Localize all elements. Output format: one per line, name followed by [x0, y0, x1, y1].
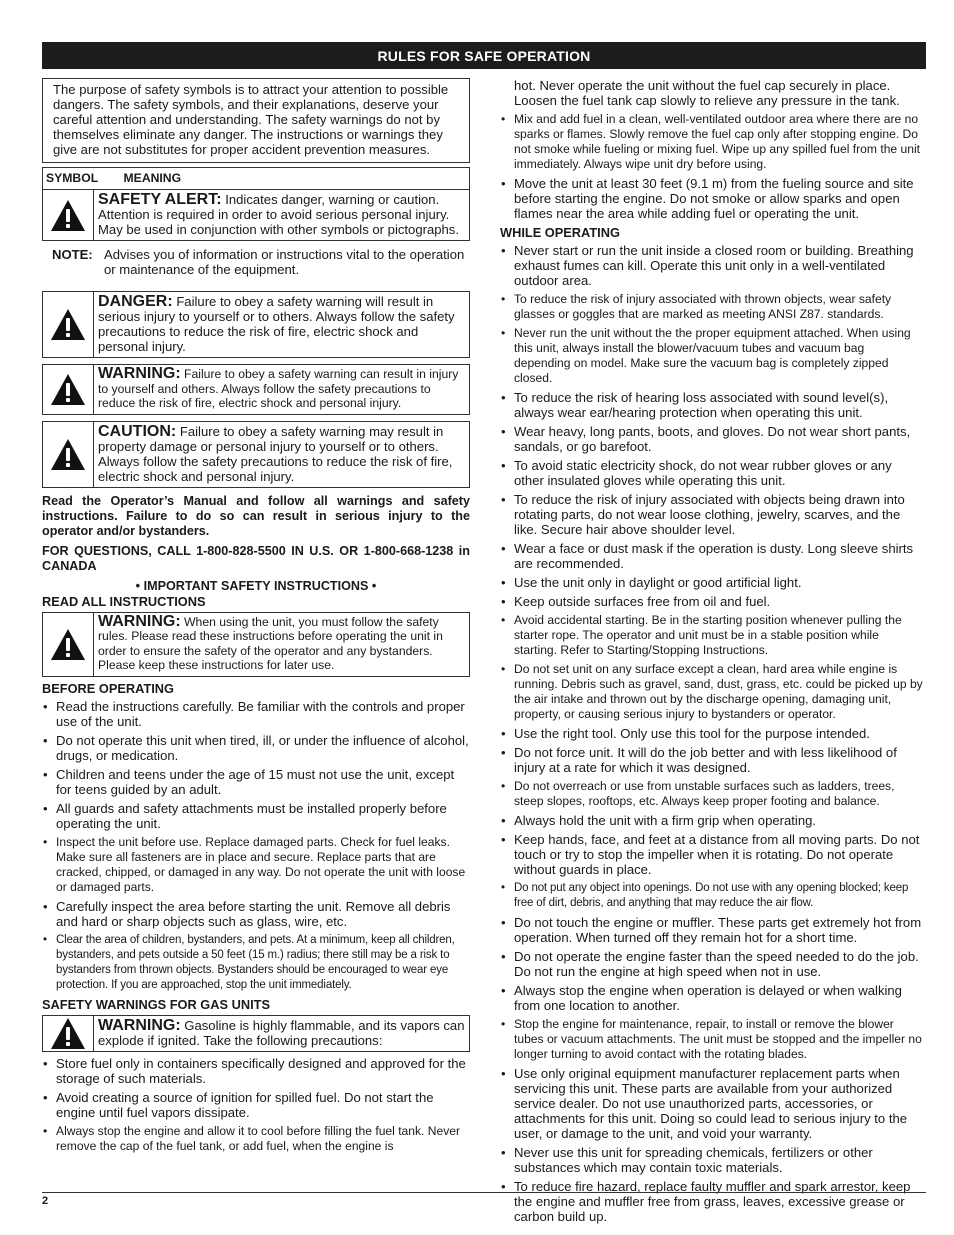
list-item: • Children and teens under the age of 15 must not use the unit, except for teens guided by an adult. [42, 767, 470, 797]
danger-row [42, 291, 470, 358]
list-item: • Avoid accidental starting. Be in the starting position whenever pulling the starter rope. The operator and unit must be in a stable position while starting. Refer to Starting/Stopping Instructions. [500, 613, 924, 658]
meaning-column-header: MEANING [123, 171, 182, 185]
warning-triangle-icon [50, 199, 86, 232]
safety-alert-text: Indicates danger, warning or caution. Attention is required in order to avoid serious personal injury. May be used in conjunction with other symbols or pictographs. [98, 192, 459, 237]
caution-row [42, 421, 470, 488]
section-header: RULES FOR SAFE OPERATION [42, 42, 926, 69]
caution-text: Failure to obey a safety warning may result in property damage or personal injury to yourself or to others. Always follow the safety precautions to reduce the risk of fire, electric shock and personal injury. [98, 423, 453, 484]
gas-warning-row [42, 1015, 470, 1052]
list-item: • All guards and safety attachments must be installed properly before operating the unit. [42, 801, 470, 831]
page-number: 2 [42, 1195, 49, 1207]
warning-triangle-icon [50, 1017, 86, 1050]
safety-alert-row [42, 189, 470, 241]
list-item: • Use the unit only in daylight or good artificial light. [500, 575, 924, 590]
note-label: NOTE: [52, 247, 93, 262]
warning-row [42, 364, 470, 415]
caution-label: CAUTION: [98, 422, 177, 440]
gas-units-list [42, 1056, 470, 1154]
gas-units-list-continued [500, 78, 924, 221]
read-manual-text: Read the Operator’s Manual and follow all warnings and safety instructions. Failure to do so can result in serious injury to the operator and/or bystanders. [42, 493, 470, 538]
warning-triangle-icon [50, 308, 86, 341]
list-item: • Clear the area of children, bystanders, and pets. At a minimum, keep all children, bystanders, and pets outside a 50 feet (15 m.) radius; there still may be a risk to bystanders from thrown objects. Bystanders should be encouraged to wear eye protection. If you are approached, stop the unit immediately. [42, 933, 470, 993]
warning-triangle-icon [50, 438, 86, 471]
list-item: • Inspect the unit before use. Replace damaged parts. Check for fuel leaks. Make sure all fasteners are in place and secure. Replace parts that are cracked, chipped, or damaged in any way. Do not operate the unit with loose or damaged parts. [42, 835, 470, 895]
symbol-table-header [42, 167, 470, 189]
warning-text: Failure to obey a safety warning can result in injury to yourself and others. Always follow the safety precautions to reduce the risk of fire, electric shock and personal injury. [98, 367, 459, 410]
list-item: • To reduce fire hazard, replace faulty muffler and spark arrestor, keep the engine and muffler free from grass, leaves, excessive grease or carbon build up. [500, 1179, 924, 1224]
list-item: • To reduce the risk of injury associated with thrown objects, wear safety glasses or goggles that are marked as meeting ANSI Z87. standards. [500, 292, 924, 322]
list-item: • Do not put any object into openings. Do not use with any opening blocked; keep free of dirt, debris, and anything that may reduce the air flow. [500, 881, 924, 911]
list-item: • Never use this unit for spreading chemicals, fertilizers or other substances which may contain toxic materials. [500, 1145, 924, 1175]
while-operating-list [500, 243, 924, 1224]
danger-text: Failure to obey a safety warning will result in serious injury to yourself or to others. Always follow the safety precautions to reduce the risk of fire, electric shock and personal injury. [98, 294, 455, 354]
list-item: • To reduce the risk of injury associated with objects being drawn into rotating parts, do not wear loose clothing, jewelry, scarves, and the like. Secure hair above shoulder level. [500, 492, 924, 537]
list-item: • Do not operate the engine faster than the speed needed to do the job. Do not run the engine at high speed when not in use. [500, 949, 924, 979]
list-item: • Always stop the engine when operation is delayed or when walking from one location to another. [500, 983, 924, 1013]
before-operating-heading: BEFORE OPERATING [42, 680, 175, 696]
important-heading: • IMPORTANT SAFETY INSTRUCTIONS • [135, 578, 377, 593]
list-item: • Do not overreach or use from unstable surfaces such as ladders, trees, steep slopes, rooftops, etc. Always keep proper footing and balance. [500, 779, 924, 809]
footer-rule [42, 1192, 926, 1193]
warning-triangle-icon [50, 628, 86, 661]
list-item: • Store fuel only in containers specifically designed and approved for the storage of such materials. [42, 1056, 470, 1086]
list-item: • Use the right tool. Only use this tool for the purpose intended. [500, 726, 924, 741]
warning-instructions-text: When using the unit, you must follow the safety rules. Please read these instructions before operating the unit in order to ensure the safety of the operator and any bystanders. Please keep these instructions for later use. [98, 614, 443, 672]
warning-instructions-row [42, 612, 470, 677]
list-item: • Move the unit at least 30 feet (9.1 m) from the fueling source and site before starting the engine. Do not smoke or allow sparks and open flames near the area while adding fuel or operating the unit. [500, 176, 924, 221]
list-item: • Wear a face or dust mask if the operation is dusty. Long sleeve shirts are recommended. [500, 541, 924, 571]
read-all-heading: READ ALL INSTRUCTIONS [42, 593, 206, 609]
list-item: • Avoid creating a source of ignition for spilled fuel. Do not start the engine until fuel vapors dissipate. [42, 1090, 470, 1120]
list-item: • Never start or run the unit inside a closed room or building. Breathing exhaust fumes can kill. Operate this unit only in a well-ventilated outdoor area. [500, 243, 924, 288]
questions-text: FOR QUESTIONS, CALL 1-800-828-5500 IN U.S. OR 1-800-668-1238 in CANADA [42, 543, 470, 573]
while-operating-heading: WHILE OPERATING [500, 225, 620, 240]
gas-warning-label: WARNING: [98, 1016, 181, 1034]
list-item: • Wear heavy, long pants, boots, and gloves. Do not wear short pants, sandals, or go barefoot. [500, 424, 924, 454]
gas-units-heading: SAFETY WARNINGS FOR GAS UNITS [42, 996, 270, 1012]
warning-instructions-label: WARNING: [98, 612, 181, 630]
symbol-column-header: SYMBOL [46, 171, 99, 185]
list-item: • Mix and add fuel in a clean, well-ventilated outdoor area where there are no sparks or flames. Slowly remove the fuel cap only after stopping engine. Do not smoke while fueling or mixing fuel. Wipe up any spilled fuel from the unit immediately. Always wipe unit dry before using. [500, 112, 924, 172]
left-column [42, 78, 470, 1158]
before-operating-list [42, 699, 470, 993]
safety-alert-label: SAFETY ALERT: [98, 191, 222, 208]
list-item: • Read the instructions carefully. Be familiar with the controls and proper use of the unit. [42, 699, 470, 729]
danger-label: DANGER: [98, 293, 173, 310]
list-item: • Never run the unit without the the proper equipment attached. When using this unit, always install the blower/vacuum tubes and vacuum bag depending on model. Make sure the vacuum bag is completely zipped closed. [500, 326, 924, 386]
note-row [52, 247, 470, 277]
gas-warning-text: Gasoline is highly flammable, and its vapors can explode if ignited. Take the following precautions: [98, 1017, 465, 1048]
list-item: • Use only original equipment manufacturer replacement parts when servicing this unit. These parts are available from your authorized service dealer. Do not use unauthorized parts, accessories, or attachments for this unit. Doing so could lead to serious injury to the user, or damage to the unit, and void your warranty. [500, 1066, 924, 1141]
list-item: • Do not set unit on any surface except a clean, hard area while engine is running. Debris such as gravel, sand, dust, grass, etc. could be picked up by the air intake and thrown out by the discharge opening, damaging unit, property, or causing serious injury to bystanders or operator. [500, 662, 924, 722]
list-item: • Always hold the unit with a firm grip when operating. [500, 813, 924, 828]
right-column [500, 78, 924, 1228]
list-item-continued: hot. Never operate the unit without the fuel cap securely in place. Loosen the fuel tank cap slowly to relieve any pressure in the tank. [514, 78, 900, 108]
list-item: • Keep outside surfaces free from oil and fuel. [500, 594, 924, 609]
list-item: • To reduce the risk of hearing loss associated with sound level(s), always wear ear/hearing protection when operating this unit. [500, 390, 924, 420]
list-item: • Do not operate this unit when tired, ill, or under the influence of alcohol, drugs, or medication. [42, 733, 470, 763]
warning-label: WARNING: [98, 365, 181, 382]
list-item: • Carefully inspect the area before starting the unit. Remove all debris and hard or sharp objects such as glass, wire, etc. [42, 899, 470, 929]
list-item: • Keep hands, face, and feet at a distance from all moving parts. Do not touch or try to stop the impeller when it is rotating. Do not operate without guards in place. [500, 832, 924, 877]
list-item: • To avoid static electricity shock, do not wear rubber gloves or any other insulated gloves while operating this unit. [500, 458, 924, 488]
note-text: Advises you of information or instructions vital to the operation or maintenance of the equipment. [104, 247, 465, 277]
list-item: • Do not force unit. It will do the job better and with less likelihood of injury at a rate for which it was designed. [500, 745, 924, 775]
warning-triangle-icon [50, 373, 86, 406]
intro-box: The purpose of safety symbols is to attract your attention to possible dangers. The safety symbols, and their explanations, deserve your careful attention and understanding. The safety warnings do not by themselves eliminate any danger. The instructions or warnings they give are not substitutes for proper accident prevention measures. [42, 78, 470, 163]
list-item: • Stop the engine for maintenance, repair, to install or remove the blower tubes or vacuum attachments. The unit must be stopped and the impeller no longer turning to avoid contact with the rotating blades. [500, 1017, 924, 1062]
list-item: • Always stop the engine and allow it to cool before filling the fuel tank. Never remove the cap of the fuel tank, or add fuel, when the engine is [42, 1124, 470, 1154]
list-item: • Do not touch the engine or muffler. These parts get extremely hot from operation. When turned off they remain hot for a short time. [500, 915, 924, 945]
